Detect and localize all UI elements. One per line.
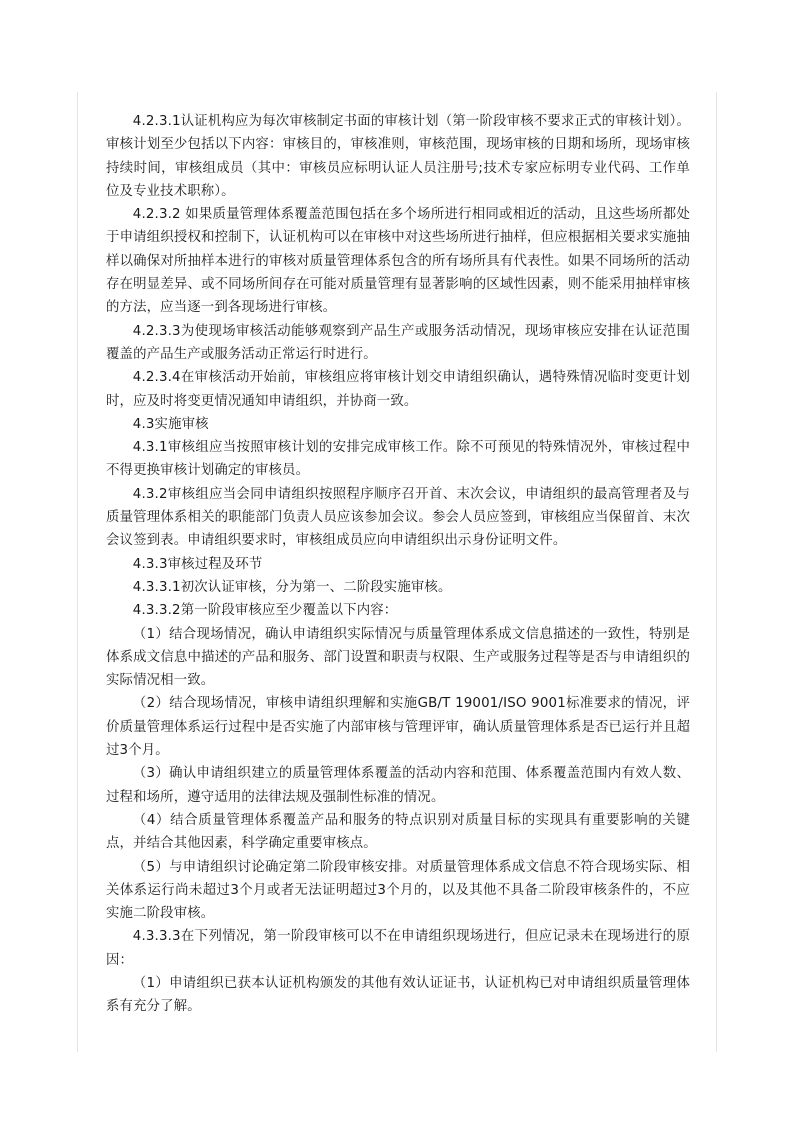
list-item-3: （3）确认申请组织建立的质量管理体系覆盖的活动内容和范围、体系覆盖范围内有效人数、过程和场所，遵守适用的法律法规及强制性标准的情况。: [106, 766, 690, 805]
right-margin-line: [716, 92, 717, 1052]
list-item-2: （2）结合现场情况，审核申请组织理解和实施GB/T 19001/ISO 9001标准要求的情况，评价质量管理体系运行过程中是否实施了内部审核与管理评审，确认质量管理体系是否已运行并且超过3个月。: [106, 696, 690, 759]
section-heading-4-3-3: 4.3.3审核过程及环节: [132, 556, 263, 572]
paragraph-4-2-3-3: 4.2.3.3为使现场审核活动能够观察到产品生产或服务活动情况，现场审核应安排在认证范围覆盖的产品生产或服务活动正常运行时进行。: [106, 323, 690, 362]
paragraph-4-3-3-3: 4.3.3.3在下列情况，第一阶段审核可以不在申请组织现场进行，但应记录未在现场进行的原因：: [106, 929, 690, 968]
document-body: [106, 110, 690, 1019]
paragraph-4-3-3-2: 4.3.3.2第一阶段审核应至少覆盖以下内容：: [132, 603, 398, 619]
list-item-5: （5）与申请组织讨论确定第二阶段审核安排。对质量管理体系成文信息不符合现场实际、相关体系运行尚未超过3个月或者无法证明超过3个月的，以及其他不具备二阶段审核条件的，不应实施二阶段审核。: [106, 859, 690, 922]
list-item-4: （4）结合质量管理体系覆盖产品和服务的特点识别对质量目标的实现具有重要影响的关键点，并结合其他因素，科学确定重要审核点。: [106, 812, 690, 852]
paragraph-4-2-3-4: 4.2.3.4在审核活动开始前，审核组应将审核计划交申请组织确认，遇特殊情况临时变更计划时，应及时将变更情况通知申请组织，并协商一致。: [106, 370, 690, 409]
paragraph-4-3-3-1: 4.3.3.1初次认证审核，分为第一、二阶段实施审核。: [132, 579, 452, 595]
section-heading-4-3: 4.3实施审核: [132, 416, 209, 432]
left-margin-line: [77, 92, 78, 1052]
paragraph-4-2-3-1: 4.2.3.1认证机构应为每次审核制定书面的审核计划（第一阶段审核不要求正式的审核计划）。审核计划至少包括以下内容：审核目的，审核准则，审核范围，现场审核的日期和场所，现场审核持续时间，审核组成员（其中：审核员应标明认证人员注册号;技术专家应标明专业代码、工作单位及专业技术职称）。: [106, 114, 690, 199]
paragraph-4-3-2: 4.3.2审核组应当会同申请组织按照程序顺序召开首、末次会议，申请组织的最高管理者及与质量管理体系相关的职能部门负责人员应该参加会议。参会人员应签到，审核组应当保留首、末次会议签到表。申请组织要求时，审核组成员应向申请组织出示身份证明文件。: [106, 486, 690, 549]
paragraph-4-2-3-2: 4.2.3.2 如果质量管理体系覆盖范围包括在多个场所进行相同或相近的活动，且这些场所都处于申请组织授权和控制下，认证机构可以在审核中对这些场所进行抽样，但应根据相关要求实施抽样以确保对所抽样本进行的审核对质量管理体系包含的所有场所具有代表性。如果不同场所的活动存在明显差异、或不同场所间存在可能对质量管理有显著影响的区域性因素，则不能采用抽样审核的方法，应当逐一到各现场进行审核。: [106, 207, 690, 316]
list-item-1: （1）结合现场情况，确认申请组织实际情况与质量管理体系成文信息描述的一致性，特别是体系成文信息中描述的产品和服务、部门设置和职责与权限、生产或服务过程等是否与申请组织的实际情况相一致。: [106, 626, 690, 689]
list-item-1b: （1）申请组织已获本认证机构颁发的其他有效认证证书，认证机构已对申请组织质量管理体系有充分了解。: [106, 975, 690, 1015]
paragraph-4-3-1: 4.3.1审核组应当按照审核计划的安排完成审核工作。除不可预见的特殊情况外，审核过程中不得更换审核计划确定的审核员。: [106, 440, 690, 479]
